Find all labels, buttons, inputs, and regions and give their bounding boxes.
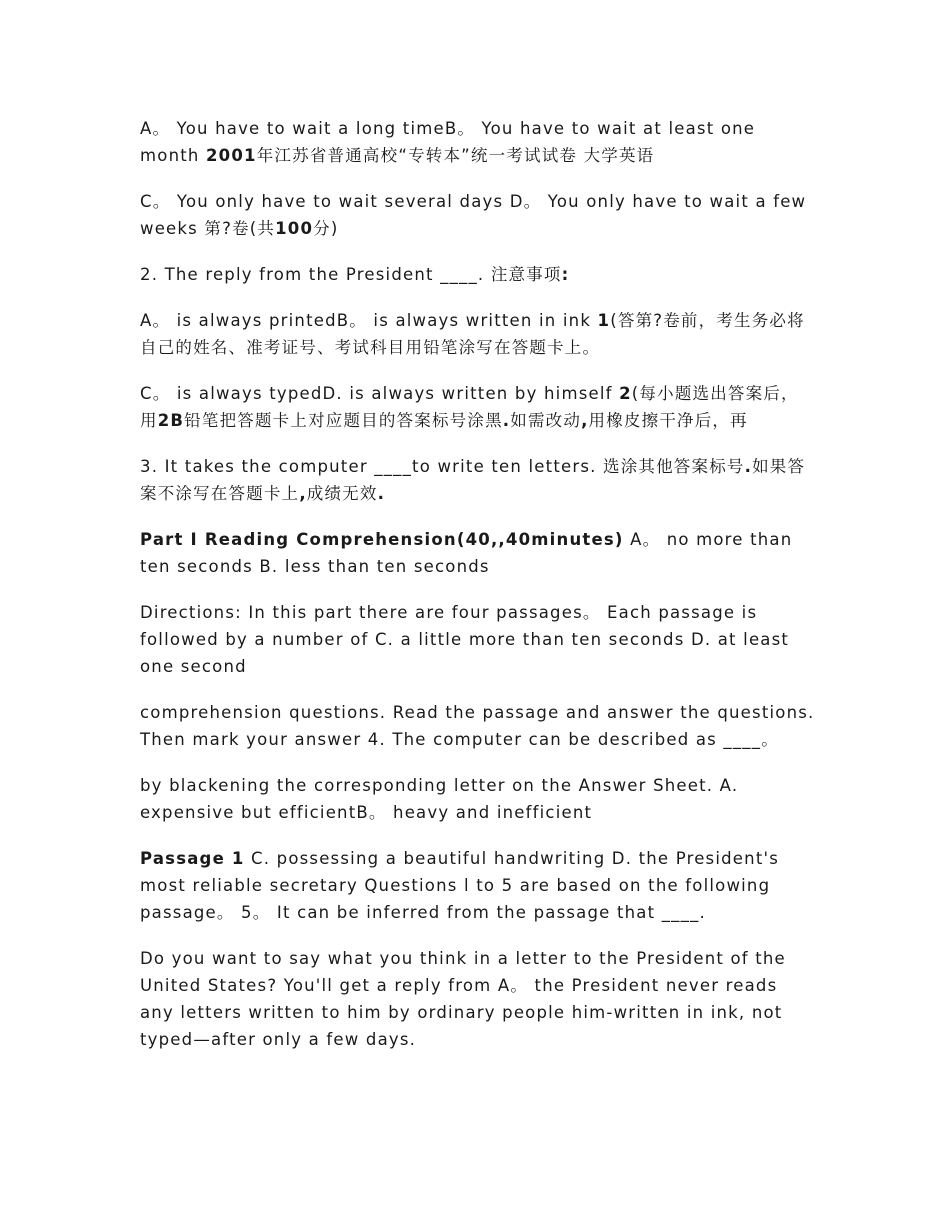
text-run: A。 You have to wait a long timeB。 You have to wait at least one month: [140, 119, 756, 165]
text-run: (答第?卷前，考生务必将自己的姓名、准考证号、考试科目用铅笔涂写在答题卡上。: [140, 311, 805, 357]
text-run: by blackening the corresponding letter on the Answer Sheet. A. expensive but efficientB。 heavy and inefficient: [140, 776, 739, 822]
text-run: 分): [313, 219, 339, 238]
text-run: C. possessing a beautiful handwriting D. the President's most reliable secretary Questions l to 5 are based on the following passage。 5。 It can be inferred from the passage that ____.: [140, 849, 780, 922]
bold-text-run: 2B: [157, 411, 185, 430]
bold-text-run: .: [502, 411, 511, 430]
bold-text-run: ,: [299, 484, 307, 503]
paragraph-5: [140, 380, 815, 434]
text-run: C。 is always typedD. is always written by himself: [140, 384, 620, 403]
bold-text-run: Part I Reading Comprehension(40,,40minutes): [140, 530, 624, 549]
text-run: A。 is always printedB。 is always written in ink: [140, 311, 598, 330]
text-run: C。 You only have to wait several days D。 You only have to wait a few weeks 第?卷(共: [140, 192, 807, 238]
text-run: (每小题选出答案后，用: [140, 384, 799, 430]
bold-text-run: ,: [581, 411, 589, 430]
document-page: [140, 115, 815, 1072]
text-run: Do you want to say what you think in a letter to the President of the United States? You'll get a reply from A。 the President never reads any letters written to him by ordinary people him-written in ink, not typed—after only a few days.: [140, 949, 786, 1049]
text-run: 如果答案不涂写在答题卡上: [140, 457, 806, 503]
text-run: 成绩无效: [306, 484, 378, 503]
bold-text-run: Passage 1: [140, 849, 245, 868]
text-run: 年江苏省普通高校“专转本”统一考试试卷 大学英语: [256, 146, 655, 165]
text-run: 3. It takes the computer ____to write ten letters. 选涂其他答案标号: [140, 457, 745, 476]
paragraph-2: [140, 188, 815, 242]
paragraph-9: [140, 699, 815, 753]
paragraph-10: [140, 772, 815, 826]
text-run: 2. The reply from the President ____. 注意事项: [140, 265, 562, 284]
paragraph-11: [140, 845, 815, 926]
text-run: 用橡皮擦干净后，再: [588, 411, 748, 430]
bold-text-run: :: [561, 265, 570, 284]
paragraph-12: [140, 945, 815, 1053]
bold-text-run: .: [744, 457, 753, 476]
bold-text-run: 1: [597, 311, 611, 330]
paragraph-7: [140, 526, 815, 580]
paragraph-1: [140, 115, 815, 169]
text-run: Directions: In this part there are four passages。 Each passage is followed by a number of C. a little more than ten seconds D. at least one second: [140, 603, 790, 676]
paragraph-6: [140, 453, 815, 507]
text-run: comprehension questions. Read the passage and answer the questions. Then mark your answer 4. The computer can be described as ____。: [140, 703, 815, 749]
bold-text-run: 100: [275, 219, 314, 238]
text-run: A。 no more than ten seconds B. less than ten seconds: [140, 530, 793, 576]
text-run: 如需改动: [510, 411, 582, 430]
bold-text-run: .: [377, 484, 386, 503]
paragraph-8: [140, 599, 815, 680]
text-run: 铅笔把答题卡上对应题目的答案标号涂黑: [184, 411, 503, 430]
paragraph-4: [140, 307, 815, 361]
bold-text-run: 2: [619, 384, 632, 403]
bold-text-run: 2001: [206, 146, 257, 165]
paragraph-3: [140, 261, 815, 288]
